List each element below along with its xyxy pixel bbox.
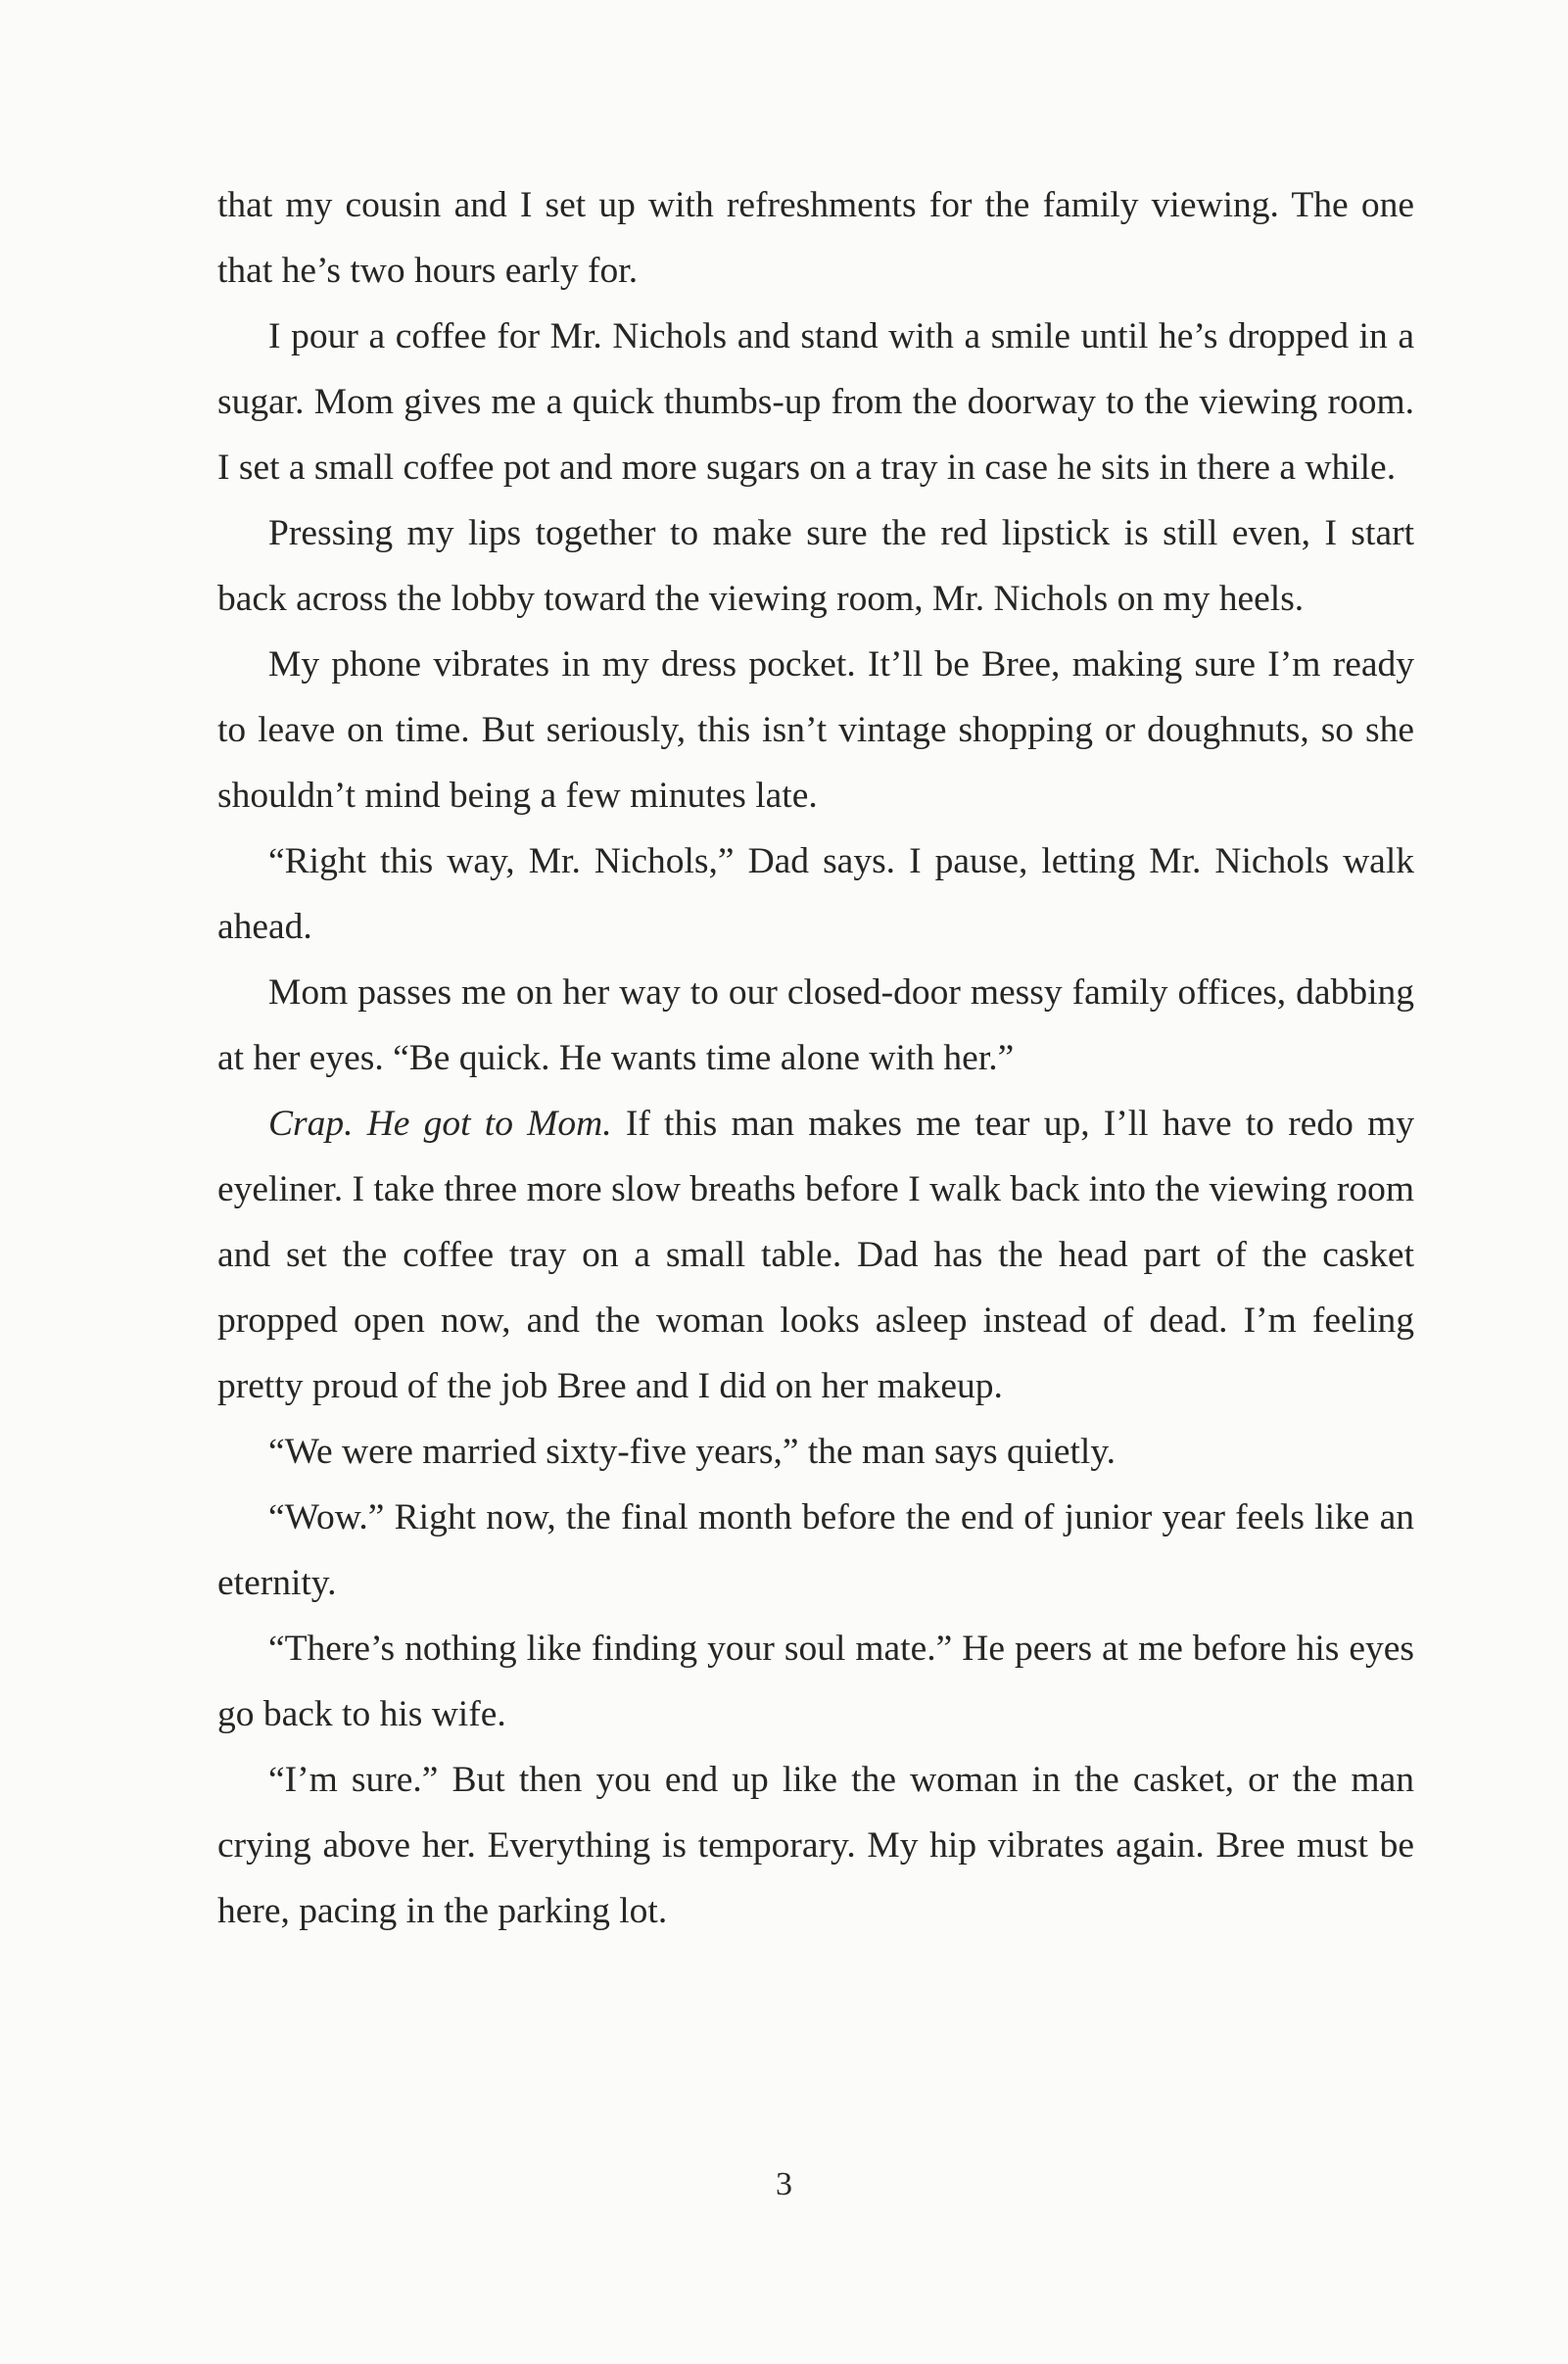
paragraph: My phone vibrates in my dress pocket. It’ll be Bree, making sure I’m ready to leave on time. But seriously, this isn’t vintage shopping or doughnuts, so she shouldn’t mind being a few minutes late. bbox=[217, 644, 1414, 816]
paragraph bbox=[217, 1091, 1414, 1419]
paragraph: “Right this way, Mr. Nichols,” Dad says. I pause, letting Mr. Nichols walk ahead. bbox=[217, 841, 1414, 947]
paragraph: “We were married sixty-five years,” the man says quietly. bbox=[268, 1432, 1117, 1472]
paragraph: “Wow.” Right now, the final month before the end of junior year feels like an eternity. bbox=[217, 1497, 1414, 1603]
paragraph: “There’s nothing like finding your soul mate.” He peers at me before his eyes go back to his wife. bbox=[217, 1629, 1414, 1734]
paragraph-text: If this man makes me tear up, I’ll have to redo my eyeliner. I take three more slow breaths before I walk back into the viewing room and set the coffee tray on a small table. Dad has the head part of the casket propped open now, and the woman looks asleep instead of dead. I’m feeling pretty proud of the job Bree and I did on her makeup. bbox=[217, 1104, 1414, 1406]
paragraph: Mom passes me on her way to our closed-door messy family offices, dabbing at her eyes. “Be quick. He wants time alone with her.” bbox=[217, 972, 1414, 1078]
body-text bbox=[217, 172, 1414, 1944]
italic-thought: Crap. He got to Mom. bbox=[268, 1104, 612, 1144]
paragraph: that my cousin and I set up with refreshments for the family viewing. The one that he’s two hours early for. bbox=[217, 185, 1414, 291]
paragraph: I pour a coffee for Mr. Nichols and stand with a smile until he’s dropped in a sugar. Mom gives me a quick thumbs-up from the doorway to the viewing room. I set a small coffee pot and more sugars on a tray in case he sits in there a while. bbox=[217, 316, 1414, 488]
paragraph: “I’m sure.” But then you end up like the woman in the casket, or the man crying above her. Everything is temporary. My hip vibrates again. Bree must be here, pacing in the parking lot. bbox=[217, 1760, 1414, 1931]
paragraph: Pressing my lips together to make sure the red lipstick is still even, I start back across the lobby toward the viewing room, Mr. Nichols on my heels. bbox=[217, 513, 1414, 619]
page-number: 3 bbox=[776, 2166, 792, 2202]
